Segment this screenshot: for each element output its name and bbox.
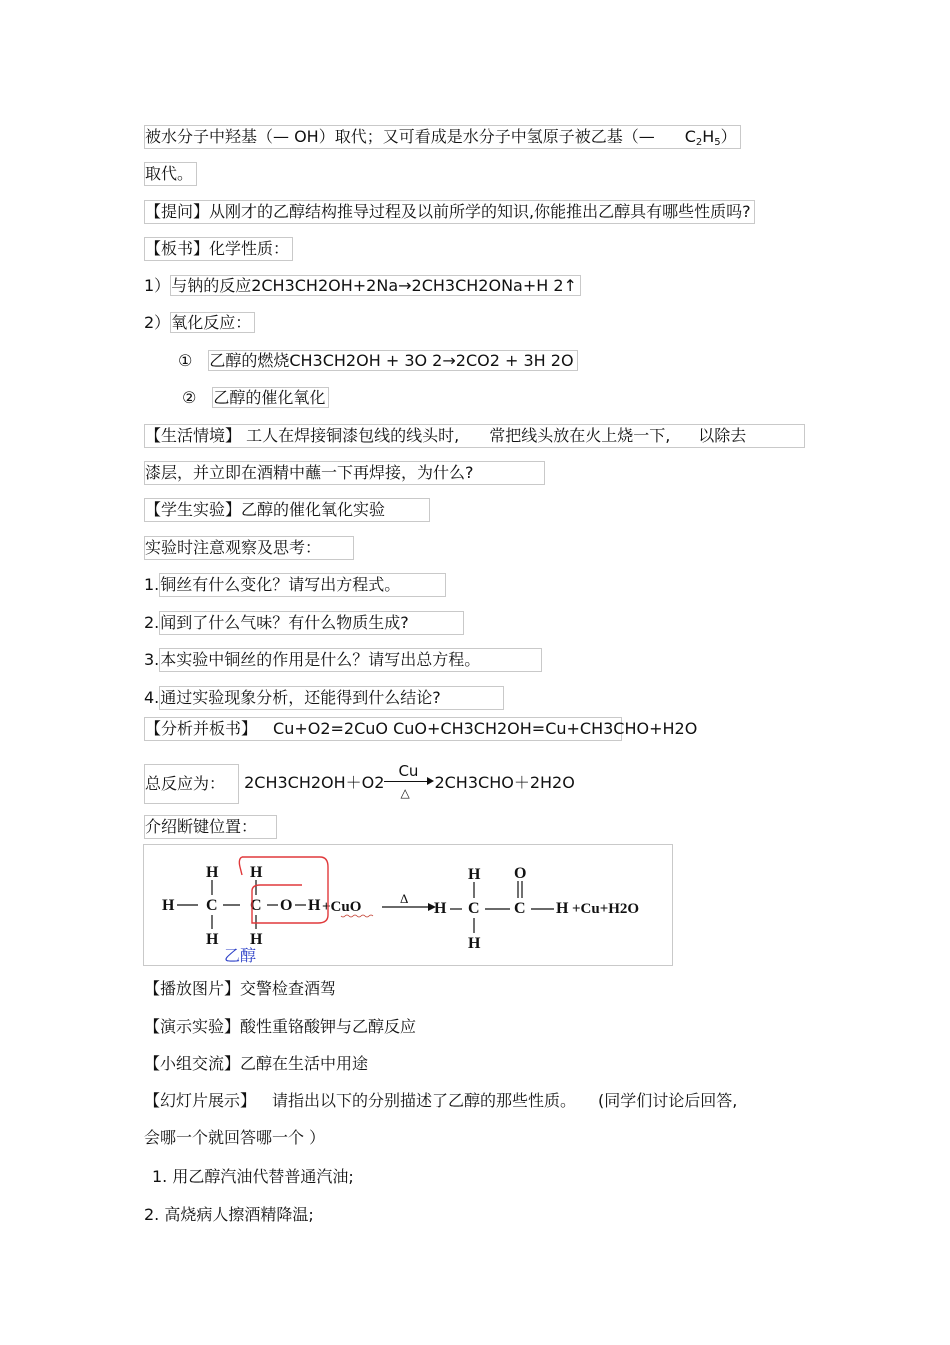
question-text: 通过实验现象分析，还能得到什么结论? — [159, 686, 504, 710]
text-line-catalytic — [182, 387, 329, 409]
formula-sub: 5 — [714, 137, 721, 148]
item-number: ② — [182, 388, 197, 407]
atom-h: H — [308, 897, 321, 914]
question-2 — [144, 611, 464, 633]
list-item: 1. 用乙醇汽油代替普通汽油; — [152, 1167, 354, 1186]
text-line-overall — [144, 764, 575, 804]
text-line-paint: 漆层，并立即在酒精中蘸一下再焊接，为什么? — [144, 461, 545, 485]
atom-h: H — [162, 897, 175, 914]
bond-break-diagram — [143, 844, 673, 966]
text-line-oxidation — [144, 312, 255, 334]
text-line-slides — [144, 1090, 737, 1112]
text-line-student-experiment: 【学生实验】乙醇的催化氧化实验 — [144, 498, 430, 522]
item-number: 1. — [144, 575, 160, 594]
text-segment: 【生活情境】 工人在焊接铜漆包线的线头时, — [145, 426, 460, 445]
atom-h: H — [468, 866, 481, 883]
text-line-1 — [144, 125, 741, 149]
item-number: 3. — [144, 650, 160, 669]
overall-label: 总反应为： — [144, 764, 239, 804]
atom-c: C — [206, 897, 218, 914]
atom-c: C — [250, 897, 262, 914]
atom-c: C — [468, 900, 480, 917]
text-line-analysis — [144, 717, 698, 741]
question-1 — [144, 573, 446, 595]
question-text: 闻到了什么气味？有什么物质生成? — [159, 611, 464, 635]
list-item: 2. 高烧病人擦酒精降温; — [144, 1205, 314, 1224]
formula-h: H — [702, 127, 715, 146]
reactants: 2CH3CH2OH＋O2 — [244, 773, 385, 792]
text-line-question: 【提问】从刚才的乙醇结构推导过程及以前所学的知识,你能推出乙醇具有哪些性质吗? — [144, 200, 755, 224]
products-text: +Cu+H2O — [572, 901, 640, 917]
item-number: 2） — [144, 313, 171, 332]
ethanol-label: 乙醇 — [224, 946, 257, 965]
heat-icon: Δ — [400, 891, 409, 906]
oxidation-heading: 氧化反应： — [170, 312, 255, 333]
item-number: 4. — [144, 688, 160, 707]
text-segment: 以除去 — [698, 426, 747, 445]
formula-sub: 2 — [695, 137, 703, 148]
text-segment: 请指出以下的分别描述了乙醇的那些性质。 — [272, 1091, 577, 1110]
reaction-combustion: 乙醇的燃烧CH3CH2OH + 3O 2→2CO2 + 3H 2O — [208, 350, 577, 371]
atom-o: O — [280, 897, 293, 914]
heat-icon: △ — [400, 786, 410, 800]
text-segment: 常把线头放在火上烧一下, — [489, 426, 671, 445]
reagent-cuo: +CuO — [322, 899, 362, 915]
text-line-life-scenario — [144, 424, 805, 448]
text-line-answer: 会哪一个就回答哪一个 ） — [144, 1128, 326, 1147]
atom-h: H — [468, 935, 481, 952]
reaction-copper-steps: Cu+O2=2CuO CuO+CH3CH2OH=Cu+CH3CHO+H2O — [273, 719, 698, 738]
text-segment: 【分析并板书】 — [145, 719, 258, 738]
question-4 — [144, 686, 504, 708]
atom-h: H — [556, 900, 569, 917]
atom-h: H — [250, 931, 263, 948]
question-text: 铜丝有什么变化？请写出方程式。 — [159, 573, 446, 597]
reaction-structure-svg — [144, 845, 672, 965]
overall-equation — [244, 762, 575, 800]
atom-h: H — [250, 864, 263, 881]
underline-mark — [341, 915, 373, 917]
text-line-blackboard: 【板书】化学性质： — [144, 237, 293, 261]
reaction-sodium: 与钠的反应2CH3CH2OH+2Na→2CH3CH2ONa+H 2↑ — [170, 275, 581, 296]
text-line-traffic: 【播放图片】交警检查酒驾 — [144, 979, 337, 998]
formula-c: C — [684, 127, 696, 146]
item-number: 2. — [144, 613, 160, 632]
item-number: ① — [178, 351, 193, 370]
atom-h: H — [206, 864, 219, 881]
text-line-sodium — [144, 275, 581, 297]
atom-o: O — [514, 865, 527, 882]
text-line-combustion — [178, 350, 578, 372]
text-line-2: 取代。 — [144, 162, 197, 186]
products: 2CH3CHO＋2H2O — [434, 773, 575, 792]
text-segment: 被水分子中羟基（— OH）取代；又可看成是水分子中氢原子被乙基（— — [145, 127, 655, 146]
text-line-observe: 实验时注意观察及思考： — [144, 536, 354, 560]
text-segment: ） — [720, 127, 737, 146]
atom-h: H — [206, 931, 219, 948]
text-line-bond-break: 介绍断键位置： — [144, 815, 277, 839]
text-segment: (同学们讨论后回答, — [598, 1091, 738, 1110]
reaction-arrow — [384, 762, 434, 800]
text-segment: 【幻灯片展示】 — [144, 1091, 257, 1110]
text-line-group: 【小组交流】乙醇在生活中用途 — [144, 1054, 369, 1073]
atom-h: H — [434, 900, 447, 917]
catalyst-label: Cu — [398, 762, 419, 780]
text-line-demo: 【演示实验】酸性重铬酸钾与乙醇反应 — [144, 1017, 417, 1036]
question-text: 本实验中铜丝的作用是什么？请写出总方程。 — [159, 648, 542, 672]
item-number: 1） — [144, 276, 171, 295]
question-3 — [144, 648, 542, 670]
bond-break-highlight — [239, 857, 242, 875]
catalytic-oxidation: 乙醇的催化氧化 — [212, 387, 329, 408]
atom-c: C — [514, 900, 526, 917]
